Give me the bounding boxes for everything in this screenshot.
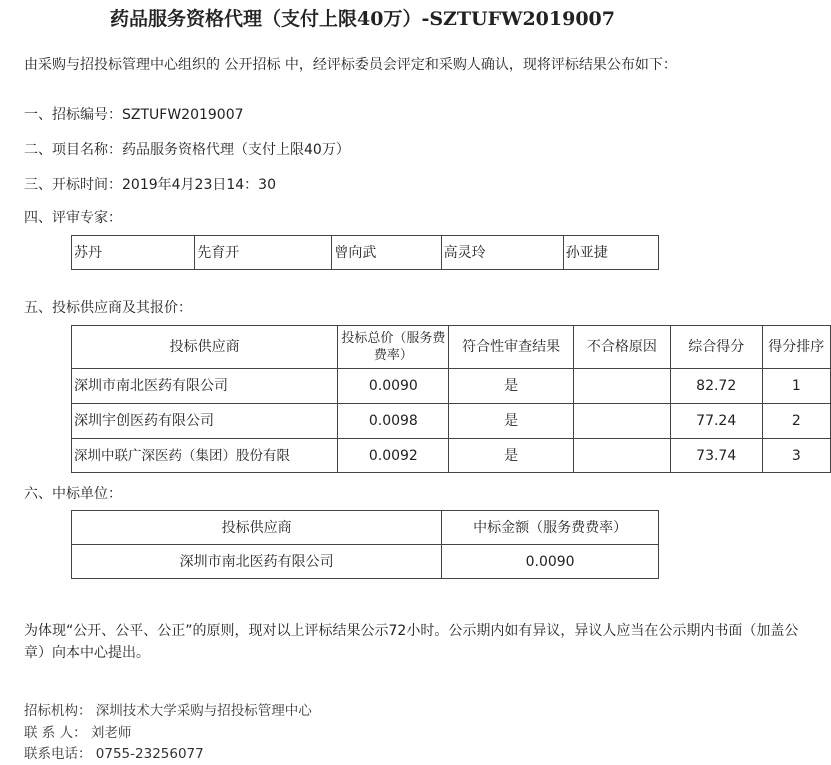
intro-text: 由采购与招投标管理中心组织的 公开招标 中，经评标委员会评定和采购人确认，现将评标结果公布如下：	[24, 57, 677, 73]
winner-heading: 六、中标单位：	[24, 486, 122, 502]
footer-agency: 招标机构： 深圳技术大学采购与招投标管理中心	[24, 703, 312, 719]
header-score: 综合得分	[670, 326, 762, 369]
supplier-cell: 深圳宇创医药有限公司	[72, 404, 338, 439]
price-cell: 0.0092	[338, 439, 449, 473]
winner-amount-cell: 0.0090	[442, 545, 659, 579]
expert-cell: 苏丹	[72, 236, 195, 270]
page-title: 药品服务资格代理（支付上限40万）-SZTUFW2019007	[110, 8, 615, 30]
experts-table	[71, 235, 659, 270]
compliance-cell: 是	[449, 439, 573, 473]
open-time: 三、开标时间：2019年4月23日14：30	[24, 177, 276, 193]
winner-table	[71, 510, 659, 579]
table-row	[72, 369, 831, 404]
project-name: 二、项目名称：药品服务资格代理（支付上限40万）	[24, 142, 350, 158]
header-reason: 不合格原因	[573, 326, 670, 369]
header-supplier: 投标供应商	[72, 326, 338, 369]
expert-cell: 曾向武	[332, 236, 441, 270]
winner-header-amount: 中标金额（服务费费率）	[442, 511, 659, 545]
supplier-cell: 深圳市南北医药有限公司	[72, 369, 338, 404]
expert-cell: 孙亚捷	[563, 236, 658, 270]
bidders-heading: 五、投标供应商及其报价：	[24, 300, 192, 316]
notice-text: 为体现“公开、公平、公正”的原则，现对以上评标结果公示72小时。公示期内如有异议，异议人应当在公示期内书面（加盖公章）向本中心提出。	[24, 623, 799, 661]
bid-table	[71, 325, 831, 473]
header-rank: 得分排序	[762, 326, 830, 369]
compliance-cell: 是	[449, 404, 573, 439]
bid-number: 一、招标编号：SZTUFW2019007	[24, 107, 244, 123]
price-cell: 0.0098	[338, 404, 449, 439]
score-cell: 77.24	[670, 404, 762, 439]
reason-cell	[573, 369, 670, 404]
footer-contact: 联 系 人： 刘老师	[24, 725, 132, 741]
reason-cell	[573, 439, 670, 473]
table-row	[72, 439, 831, 473]
price-cell: 0.0090	[338, 369, 449, 404]
rank-cell: 3	[762, 439, 830, 473]
supplier-cell: 深圳中联广深医药（集团）股份有限	[72, 439, 338, 473]
experts-heading: 四、评审专家：	[24, 210, 122, 226]
score-cell: 73.74	[670, 439, 762, 473]
winner-header-supplier: 投标供应商	[72, 511, 442, 545]
winner-supplier-cell: 深圳市南北医药有限公司	[72, 545, 442, 579]
table-row	[72, 404, 831, 439]
table-row	[72, 545, 659, 579]
expert-cell: 高灵玲	[441, 236, 563, 270]
footer-phone: 联系电话： 0755-23256077	[24, 746, 204, 762]
reason-cell	[573, 404, 670, 439]
header-compliance: 符合性审查结果	[449, 326, 573, 369]
score-cell: 82.72	[670, 369, 762, 404]
header-price: 投标总价（服务费费率）	[338, 326, 449, 369]
compliance-cell: 是	[449, 369, 573, 404]
expert-cell: 先育开	[195, 236, 332, 270]
rank-cell: 2	[762, 404, 830, 439]
rank-cell: 1	[762, 369, 830, 404]
